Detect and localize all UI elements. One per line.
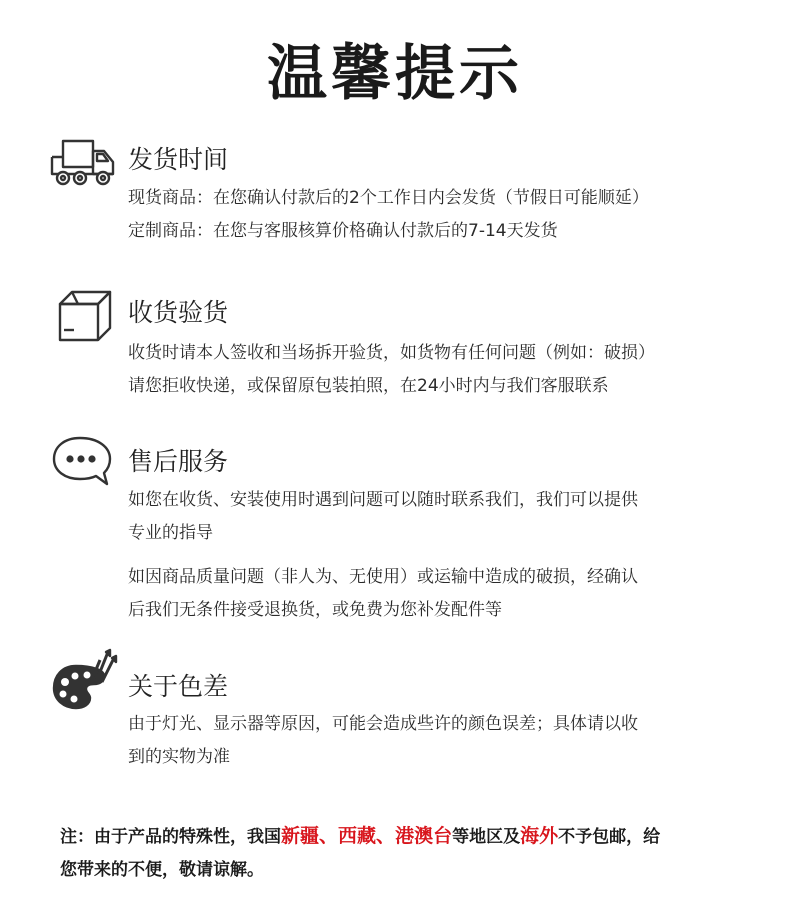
paragraph-line: 定制商品：在您与客服核算价格确认付款后的7-14天发货 (128, 221, 558, 241)
section-paragraph (128, 484, 748, 550)
section-paragraph (128, 561, 748, 627)
section-title: 发货时间 (128, 145, 229, 174)
region-overseas: 海外 (520, 825, 559, 847)
note-prefix: 注：由于产品的特殊性，我国 (60, 827, 281, 847)
chat-bubble-icon (50, 434, 120, 490)
section-title: 关于色差 (128, 672, 229, 701)
section-paragraph (128, 337, 748, 403)
section-title: 售后服务 (128, 447, 229, 476)
paragraph-line: 如您在收货、安装使用时遇到问题可以随时联系我们，我们可以提供 (128, 490, 638, 510)
note-line-2: 您带来的不便，敬请谅解。 (60, 860, 264, 880)
paragraph-line: 现货商品：在您确认付款后的2个工作日内会发货（节假日可能顺延） (128, 188, 649, 208)
region-hk-macau-taiwan: 港澳台 (395, 825, 453, 847)
truck-icon (50, 137, 120, 193)
section-paragraph (128, 182, 748, 248)
paragraph-line: 如因商品质量问题（非人为、无使用）或运输中造成的破损，经确认 (128, 567, 638, 587)
region-tibet: 西藏 (338, 825, 377, 847)
region-separator: 、 (319, 825, 339, 847)
section-title: 收货验货 (128, 298, 229, 327)
region-separator: 、 (376, 825, 396, 847)
region-xinjiang: 新疆 (281, 825, 320, 847)
section-paragraph (128, 708, 748, 774)
paragraph-line: 到的实物为准 (128, 747, 230, 767)
shipping-note (60, 820, 750, 887)
paragraph-line: 后我们无条件接受退换货，或免费为您补发配件等 (128, 600, 502, 620)
paragraph-line: 请您拒收快递，或保留原包装拍照，在24小时内与我们客服联系 (128, 376, 609, 396)
paragraph-line: 专业的指导 (128, 523, 213, 543)
note-suffix: 不予包邮，给 (558, 827, 661, 847)
paragraph-line: 收货时请本人签收和当场拆开验货，如货物有任何问题（例如：破损） (128, 343, 655, 363)
paragraph-line: 由于灯光、显示器等原因，可能会造成些许的颜色误差；具体请以收 (128, 714, 638, 734)
note-mid: 等地区及 (452, 827, 521, 847)
page-title: 温馨提示 (267, 39, 523, 109)
palette-icon (50, 648, 120, 714)
note-line-1 (60, 820, 750, 854)
box-icon (50, 288, 120, 344)
